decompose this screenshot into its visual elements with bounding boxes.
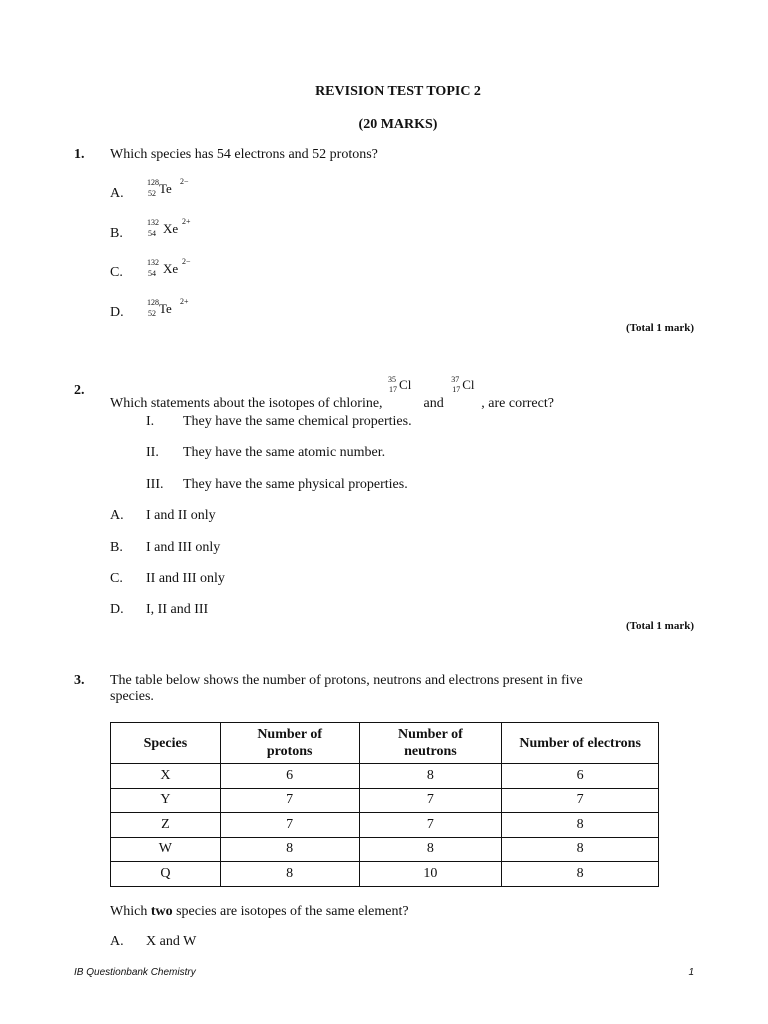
header-protons-line1: Number of — [257, 727, 322, 742]
cell-neutrons: 7 — [359, 813, 502, 838]
q2-option-a-letter: A. — [110, 508, 124, 523]
species-table — [110, 722, 659, 887]
statement-1-text: They have the same chemical properties. — [183, 414, 412, 429]
q2-option-a-text: I and II only — [146, 508, 216, 523]
footer-source: IB Questionbank Chemistry — [74, 967, 196, 978]
q3-option-a-text: X and W — [146, 934, 197, 949]
cell-neutrons: 7 — [359, 788, 502, 813]
atomic-number: 52 — [148, 309, 156, 318]
q1-option-b-letter: B. — [110, 226, 123, 241]
question-2-text-before: Which statements about the isotopes of chlorine, — [110, 396, 383, 411]
cell-electrons: 7 — [502, 788, 659, 813]
question-1-number: 1. — [74, 147, 85, 162]
question-3-prompt — [110, 904, 409, 920]
cell-electrons: 8 — [502, 862, 659, 887]
mass-number: 128 — [147, 298, 159, 307]
ion-charge: 2+ — [182, 217, 191, 226]
cell-electrons: 8 — [502, 837, 659, 862]
atomic-number: 17 — [389, 385, 398, 394]
mass-number: 37 — [451, 375, 460, 384]
q2-option-c-letter: C. — [110, 571, 123, 586]
q3-prompt-post: species are isotopes of the same element? — [172, 904, 409, 919]
question-1-text: Which species has 54 electrons and 52 protons? — [110, 147, 378, 162]
cell-electrons: 6 — [502, 764, 659, 789]
footer-page-number: 1 — [688, 967, 694, 978]
statement-1-number: I. — [146, 414, 155, 429]
mass-number: 132 — [147, 218, 159, 227]
cell-species: X — [111, 764, 221, 789]
cell-protons: 7 — [220, 813, 359, 838]
cell-protons: 6 — [220, 764, 359, 789]
question-3-text-line2: species. — [110, 689, 154, 704]
ion-charge: 2+ — [180, 297, 189, 306]
q2-option-d-letter: D. — [110, 602, 124, 617]
cell-species: W — [111, 837, 221, 862]
cell-species: Y — [111, 788, 221, 813]
q1-option-c-letter: C. — [110, 265, 123, 280]
statement-3-number: III. — [146, 477, 164, 492]
element-symbol: Cl — [399, 377, 412, 392]
element-symbol: Xe — [163, 221, 179, 236]
chlorine-37-nuclide — [451, 375, 481, 407]
q2-option-b-text: I and III only — [146, 540, 221, 555]
atomic-number: 52 — [148, 189, 156, 198]
header-protons-line2: protons — [266, 744, 313, 759]
table-row — [111, 764, 659, 789]
header-protons — [220, 723, 359, 764]
header-neutrons-line1: Number of — [398, 727, 463, 742]
table-header-row — [111, 723, 659, 764]
table-row — [111, 862, 659, 887]
cell-protons: 8 — [220, 862, 359, 887]
header-neutrons — [359, 723, 502, 764]
cell-neutrons: 10 — [359, 862, 502, 887]
question-2-number: 2. — [74, 383, 85, 398]
q2-total-mark: (Total 1 mark) — [625, 620, 694, 632]
question-2-text — [110, 375, 554, 412]
table-row — [111, 837, 659, 862]
cell-species: Z — [111, 813, 221, 838]
question-3-number: 3. — [74, 673, 85, 688]
mass-number: 35 — [388, 375, 397, 384]
cell-protons: 7 — [220, 788, 359, 813]
q1-option-a-letter: A. — [110, 186, 124, 201]
question-2-text-after: , are correct? — [481, 396, 554, 411]
q2-option-d-text: I, II and III — [146, 602, 209, 617]
table-row — [111, 813, 659, 838]
ion-charge: 2− — [180, 177, 189, 186]
question-3-text-line1: The table below shows the number of protons, neutrons and electrons present in five — [110, 673, 583, 688]
header-neutrons-line2: neutrons — [404, 744, 457, 759]
atomic-number: 54 — [148, 269, 156, 278]
q2-option-c-text: II and III only — [146, 571, 225, 586]
statement-2-text: They have the same atomic number. — [183, 445, 386, 460]
total-marks: (20 MARKS) — [358, 117, 438, 132]
page-title: REVISION TEST TOPIC 2 — [315, 84, 481, 99]
cell-neutrons: 8 — [359, 837, 502, 862]
table-row — [111, 788, 659, 813]
q2-option-b-letter: B. — [110, 540, 123, 555]
q3-option-a-letter: A. — [110, 934, 124, 949]
header-species: Species — [111, 723, 221, 764]
element-symbol: Xe — [163, 261, 179, 276]
chlorine-35-nuclide — [388, 375, 420, 407]
atomic-number: 17 — [452, 385, 461, 394]
mass-number: 128 — [147, 178, 159, 187]
mass-number: 132 — [147, 258, 159, 267]
q1-option-d-letter: D. — [110, 305, 124, 320]
q3-prompt-bold: two — [150, 904, 173, 919]
q3-prompt-pre: Which — [110, 904, 151, 919]
element-symbol: Te — [159, 301, 172, 316]
ion-charge: 2− — [182, 257, 191, 266]
question-2-conjunction: and — [423, 396, 444, 411]
header-electrons: Number of electrons — [502, 723, 659, 764]
cell-protons: 8 — [220, 837, 359, 862]
element-symbol: Cl — [462, 377, 475, 392]
cell-species: Q — [111, 862, 221, 887]
statement-2-number: II. — [146, 445, 159, 460]
cell-electrons: 8 — [502, 813, 659, 838]
cell-neutrons: 8 — [359, 764, 502, 789]
q1-total-mark: (Total 1 mark) — [625, 322, 694, 334]
element-symbol: Te — [159, 181, 172, 196]
atomic-number: 54 — [148, 229, 156, 238]
statement-3-text: They have the same physical properties. — [183, 477, 408, 492]
